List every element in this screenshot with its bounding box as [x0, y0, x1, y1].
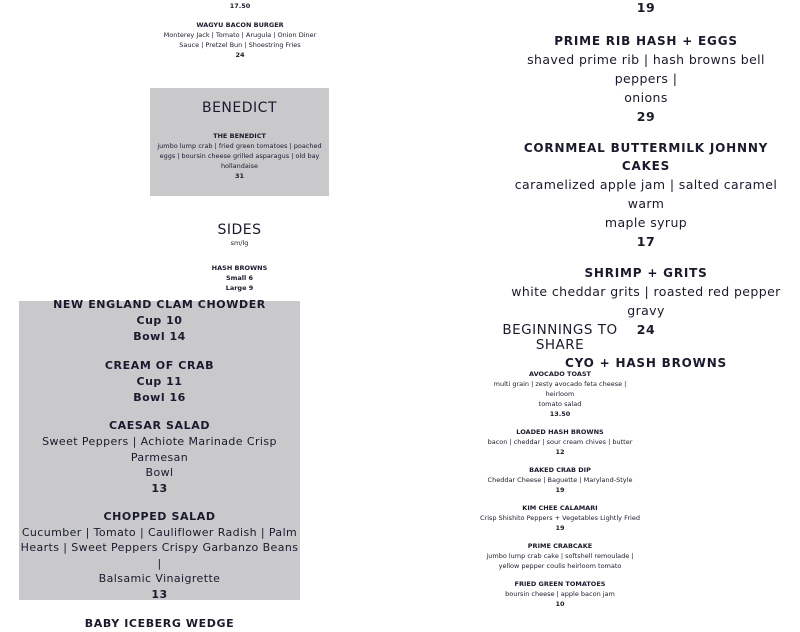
beginnings-section [480, 323, 640, 609]
prime-crabcake-name: PRIME CRABCAKE [527, 542, 593, 550]
baked-crab-dip-price: 19 [555, 486, 565, 494]
caesar-salad-desc-2: Bowl [145, 466, 174, 479]
kim-chee-calamari-price: 19 [555, 524, 565, 532]
sides-subtitle: sm/lg [230, 239, 249, 247]
prime-rib-hash-desc-2: onions [624, 90, 668, 105]
beginnings-title-2: SHARE [535, 337, 585, 353]
johnny-cakes-name: CORNMEAL BUTTERMILK JOHNNY CAKES [523, 141, 769, 173]
baked-crab-dip-name: BAKED CRAB DIP [529, 466, 591, 474]
hash-browns-small: Small 6 [225, 274, 254, 282]
fried-green-tomatoes-name: FRIED GREEN TOMATOES [514, 580, 606, 588]
johnny-cakes-price: 17 [636, 234, 656, 249]
fried-green-tomatoes-desc: boursin cheese | apple bacon jam [505, 590, 615, 598]
sides-title: SIDES [217, 222, 262, 238]
johnny-cakes-desc-1: caramelized apple jam | salted caramel warm [514, 177, 778, 211]
prime-rib-hash-desc-1: shaved prime rib | hash browns bell peppers | [527, 52, 765, 86]
avocado-toast-price: 13.50 [549, 410, 571, 418]
prime-rib-hash-name: PRIME RIB HASH + EGGS [554, 34, 738, 48]
wagyu-burger-price: 24 [235, 51, 245, 59]
fried-green-tomatoes-price: 10 [555, 600, 565, 608]
previous-item-price: 17.50 [229, 2, 251, 10]
cream-of-crab-name: CREAM OF CRAB [104, 359, 215, 372]
baked-crab-dip-desc: Cheddar Cheese | Baguette | Maryland-Style [487, 476, 633, 484]
avocado-toast-desc-2: tomato salad [538, 400, 582, 408]
shrimp-grits-name: SHRIMP + GRITS [584, 266, 708, 280]
prime-rib-hash-price: 29 [636, 109, 656, 124]
clam-chowder-cup: Cup 10 [136, 314, 183, 327]
soups-salads-list [19, 297, 300, 632]
chopped-salad-desc-3: Balsamic Vinaigrette [98, 572, 221, 585]
caesar-salad-price: 13 [151, 481, 168, 495]
iceberg-wedge-name: BABY ICEBERG WEDGE [84, 616, 235, 630]
kim-chee-calamari-desc: Crisp Shishito Peppers + Vegetables Lightly Fried [480, 514, 640, 522]
cream-of-crab-bowl: Bowl 16 [133, 391, 186, 404]
right-entrees [500, 0, 792, 372]
clam-chowder-name: NEW ENGLAND CLAM CHOWDER [53, 298, 266, 311]
the-benedict-desc-2: eggs | boursin cheese grilled asparagus | old bay [159, 152, 320, 160]
cyo-hash-browns-name: CYO + HASH BROWNS [565, 356, 727, 370]
shrimp-grits-price: 24 [636, 322, 656, 337]
hash-browns-large: Large 9 [225, 284, 254, 292]
the-benedict-name: THE BENEDICT [213, 132, 266, 140]
loaded-hash-browns-name: LOADED HASH BROWNS [516, 428, 604, 436]
sides-section [150, 223, 329, 293]
chopped-salad-name: CHOPPED SALAD [103, 509, 216, 523]
prime-crabcake-desc-2: yellow pepper coulis heirloom tomato [498, 562, 622, 570]
cream-of-crab-cup: Cup 11 [136, 375, 183, 388]
benedict-title: BENEDICT [201, 100, 277, 116]
wagyu-burger-name: WAGYU BACON BURGER [196, 21, 284, 29]
burger-section [130, 1, 350, 60]
chopped-salad-price: 13 [151, 587, 168, 601]
the-benedict-price: 31 [234, 172, 245, 180]
the-benedict-desc-1: jumbo lump crab | fried green tomatoes | poached [157, 142, 322, 150]
caesar-salad-name: CAESAR SALAD [108, 419, 211, 432]
avocado-toast-name: AVOCADO TOAST [529, 370, 591, 378]
kim-chee-calamari-name: KIM CHEE CALAMARI [522, 504, 598, 512]
previous-entree-price: 19 [636, 0, 656, 15]
prime-crabcake-desc-1: jumbo lump crab cake | softshell remoulade | [486, 552, 634, 560]
chopped-salad-desc-2: Hearts | Sweet Peppers Crispy Garbanzo Beans | [20, 541, 299, 570]
benedict-box [150, 88, 329, 196]
loaded-hash-browns-desc: bacon | cheddar | sour cream chives | butter [487, 438, 633, 446]
shrimp-grits-desc-1: white cheddar grits | roasted red pepper gravy [511, 284, 781, 318]
chopped-salad-desc-1: Cucumber | Tomato | Cauliflower Radish | Palm [21, 525, 298, 539]
avocado-toast-desc-1: multi grain | zesty avocado feta cheese | heirloom [493, 380, 627, 398]
the-benedict-desc-3: hollandaise [220, 162, 259, 170]
wagyu-burger-desc-1: Monterey Jack | Tomato | Arugula | Onion Diner [163, 31, 317, 39]
beginnings-title-1: BEGINNINGS TO [502, 322, 618, 338]
clam-chowder-bowl: Bowl 14 [133, 330, 186, 343]
loaded-hash-browns-price: 12 [555, 448, 565, 456]
johnny-cakes-desc-2: maple syrup [604, 215, 688, 230]
wagyu-burger-desc-2: Sauce | Pretzel Bun | Shoestring Fries [179, 41, 301, 49]
caesar-salad-desc-1: Sweet Peppers | Achiote Marinade Crisp Parmesan [42, 435, 277, 464]
hash-browns-name: HASH BROWNS [211, 264, 268, 272]
